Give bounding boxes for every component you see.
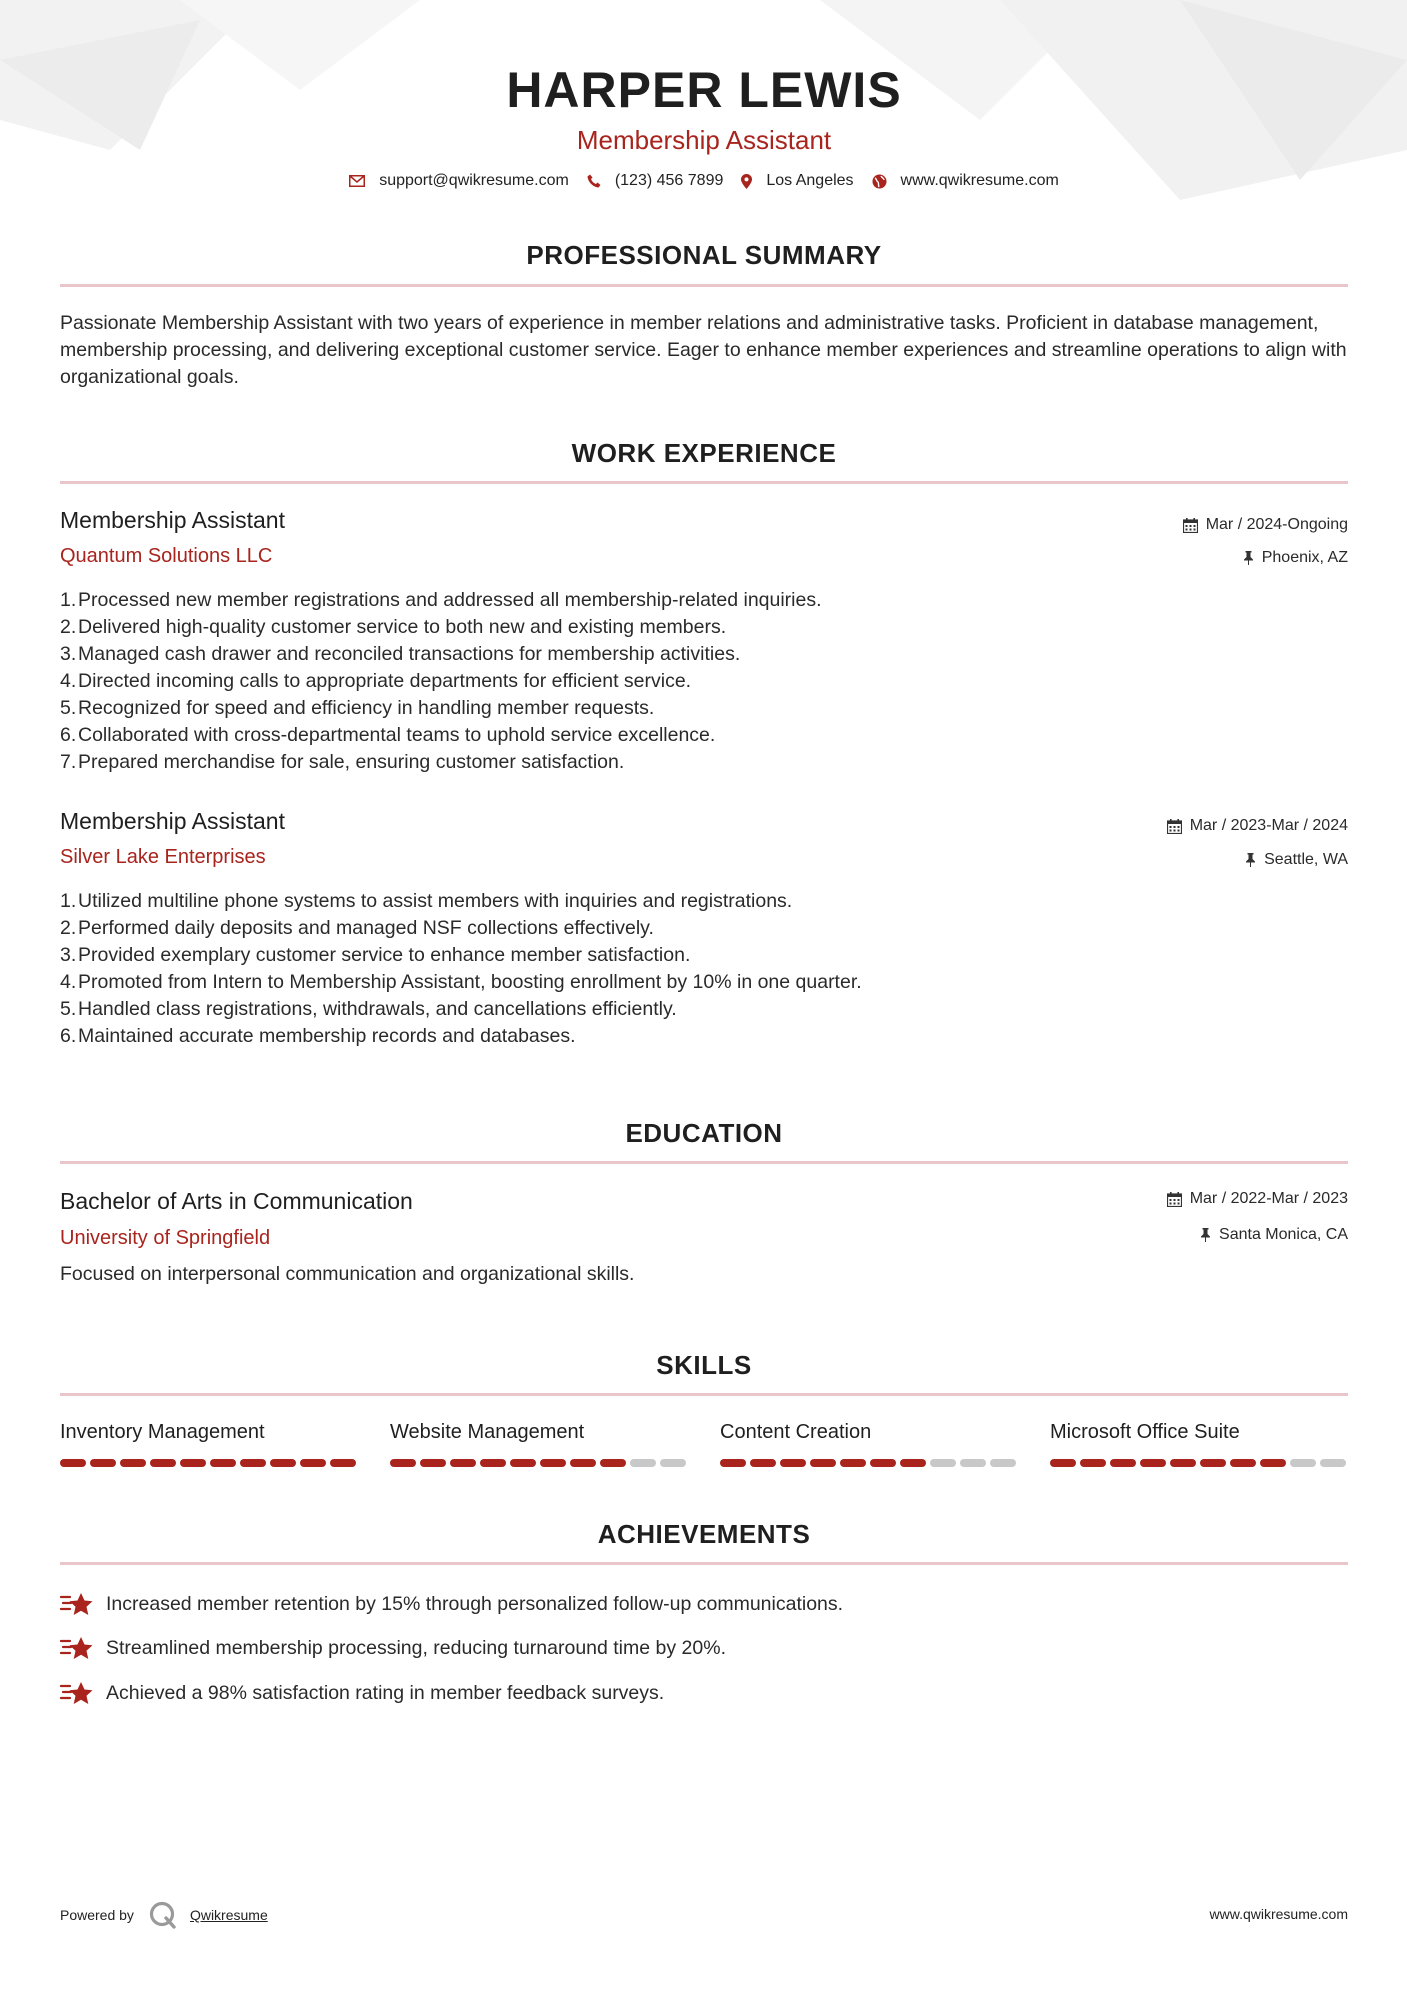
powered-by-label: Powered by bbox=[60, 1907, 134, 1923]
contact-phone[interactable] bbox=[587, 172, 724, 190]
skill-segment-filled bbox=[390, 1459, 416, 1467]
job-dates bbox=[1167, 817, 1348, 835]
shooting-star-icon bbox=[60, 1635, 94, 1661]
list-item: 5. Recognized for speed and efficiency in handling member requests. bbox=[60, 695, 1348, 722]
achievements-divider bbox=[60, 1562, 1348, 1565]
skill-item bbox=[720, 1421, 1020, 1467]
company-name: Quantum Solutions LLC bbox=[60, 545, 273, 567]
skill-level-bar bbox=[60, 1459, 360, 1467]
skill-segment-filled bbox=[90, 1459, 116, 1467]
skill-segment-filled bbox=[240, 1459, 266, 1467]
contact-location-text: Los Angeles bbox=[766, 172, 854, 189]
skill-segment-filled bbox=[480, 1459, 506, 1467]
skill-segment-filled bbox=[210, 1459, 236, 1467]
list-item: 7. Prepared merchandise for sale, ensuring customer satisfaction. bbox=[60, 749, 1348, 776]
skill-segment-filled bbox=[420, 1459, 446, 1467]
skill-segment-empty bbox=[630, 1459, 656, 1467]
skill-segment-filled bbox=[300, 1459, 326, 1467]
skill-segment-empty bbox=[1290, 1459, 1316, 1467]
skill-level-bar bbox=[720, 1459, 1020, 1467]
list-item: 4. Directed incoming calls to appropriate departments for efficient service. bbox=[60, 668, 1348, 695]
education-heading: EDUCATION bbox=[625, 1118, 783, 1148]
list-item-text: Delivered high-quality customer service to both new and existing members. bbox=[78, 616, 727, 638]
skill-segment-filled bbox=[600, 1459, 626, 1467]
list-item: 2. Performed daily deposits and managed NSF collections effectively. bbox=[60, 915, 1348, 942]
education-description: Focused on interpersonal communication and organizational skills. bbox=[60, 1263, 635, 1285]
shooting-star-icon bbox=[60, 1680, 94, 1706]
phone-icon bbox=[587, 174, 601, 188]
resume-header bbox=[60, 58, 1348, 158]
list-item: 3. Provided exemplary customer service to enhance member satisfaction. bbox=[60, 942, 1348, 969]
summary-heading: PROFESSIONAL SUMMARY bbox=[526, 240, 882, 270]
list-item-text: Maintained accurate membership records and databases. bbox=[78, 1025, 576, 1047]
job-bullet-list bbox=[60, 587, 1348, 776]
skill-segment-filled bbox=[270, 1459, 296, 1467]
skill-segment-filled bbox=[180, 1459, 206, 1467]
skill-segment-filled bbox=[1230, 1459, 1256, 1467]
job-title: Membership Assistant bbox=[60, 808, 285, 834]
job-bullet-list bbox=[60, 888, 1348, 1050]
brand-link[interactable]: Qwikresume bbox=[189, 1907, 268, 1923]
list-item-text: Prepared merchandise for sale, ensuring customer satisfaction. bbox=[78, 751, 625, 773]
achievement-text: Increased member retention by 15% through personalized follow-up communications. bbox=[106, 1592, 844, 1615]
skill-name: Website Management bbox=[390, 1421, 585, 1443]
list-item-text: Performed daily deposits and managed NSF collections effectively. bbox=[78, 917, 654, 939]
calendar-icon bbox=[1183, 518, 1198, 533]
job-dates bbox=[1183, 516, 1348, 534]
list-item: 6. Collaborated with cross-departmental teams to uphold service excellence. bbox=[60, 722, 1348, 749]
job-location-text: Seattle, WA bbox=[1264, 851, 1348, 868]
degree-title: Bachelor of Arts in Communication bbox=[60, 1188, 413, 1214]
skill-segment-filled bbox=[540, 1459, 566, 1467]
list-item-text: Collaborated with cross-departmental teams to uphold service excellence. bbox=[78, 724, 716, 746]
footer-branding bbox=[60, 1900, 268, 1930]
envelope-icon bbox=[349, 175, 365, 187]
skill-segment-filled bbox=[750, 1459, 776, 1467]
skill-level-bar bbox=[390, 1459, 690, 1467]
skill-segment-filled bbox=[720, 1459, 746, 1467]
list-item: 1. Processed new member registrations and addressed all membership-related inquiries. bbox=[60, 587, 1348, 614]
skill-segment-filled bbox=[510, 1459, 536, 1467]
achievement-text: Streamlined membership processing, reducing turnaround time by 20%. bbox=[106, 1636, 726, 1659]
experience-heading: WORK EXPERIENCE bbox=[571, 438, 837, 468]
skill-item bbox=[60, 1421, 360, 1467]
skills-divider bbox=[60, 1393, 1348, 1396]
candidate-name: HARPER LEWIS bbox=[506, 62, 902, 118]
skill-item bbox=[1050, 1421, 1350, 1467]
job-location bbox=[1245, 851, 1348, 869]
candidate-title: Membership Assistant bbox=[576, 125, 832, 155]
list-item-text: Provided exemplary customer service to enhance member satisfaction. bbox=[78, 944, 691, 966]
skill-segment-empty bbox=[990, 1459, 1016, 1467]
job-dates-text: Mar / 2023-Mar / 2024 bbox=[1189, 817, 1348, 834]
job-title: Membership Assistant bbox=[60, 507, 285, 533]
resume-page bbox=[60, 0, 1348, 1990]
contact-email-text: support@qwikresume.com bbox=[379, 172, 569, 189]
skill-segment-filled bbox=[1080, 1459, 1106, 1467]
contact-location bbox=[741, 172, 853, 190]
skill-segment-filled bbox=[870, 1459, 896, 1467]
skill-segment-filled bbox=[450, 1459, 476, 1467]
contact-website[interactable] bbox=[872, 172, 1059, 190]
qwikresume-logo-icon bbox=[148, 1900, 178, 1930]
skill-segment-filled bbox=[150, 1459, 176, 1467]
summary-divider bbox=[60, 284, 1348, 287]
achievements-heading: ACHIEVEMENTS bbox=[597, 1519, 811, 1549]
job-location bbox=[1243, 549, 1348, 567]
summary-text: Passionate Membership Assistant with two years of experience in member relations and administrative tasks. Proficient in database management, membership processing, and delivering exceptional customer service. Eager to enhance member experiences and streamline operations to align with organizational goals. bbox=[60, 312, 1347, 388]
skill-name: Content Creation bbox=[720, 1421, 872, 1443]
skill-segment-filled bbox=[1140, 1459, 1166, 1467]
pushpin-icon bbox=[1243, 551, 1254, 565]
skill-segment-filled bbox=[60, 1459, 86, 1467]
education-location bbox=[1200, 1226, 1348, 1244]
skill-segment-filled bbox=[120, 1459, 146, 1467]
skill-segment-empty bbox=[1320, 1459, 1346, 1467]
skill-segment-filled bbox=[900, 1459, 926, 1467]
list-item: 6. Maintained accurate membership records and databases. bbox=[60, 1023, 1348, 1050]
achievement-text: Achieved a 98% satisfaction rating in member feedback surveys. bbox=[106, 1681, 665, 1704]
achievement-item bbox=[60, 1591, 843, 1617]
school-name: University of Springfield bbox=[60, 1227, 271, 1249]
contact-bar bbox=[60, 172, 1348, 190]
skill-segment-filled bbox=[1260, 1459, 1286, 1467]
list-item-text: Handled class registrations, withdrawals, and cancellations efficiently. bbox=[78, 998, 677, 1020]
skill-item bbox=[390, 1421, 690, 1467]
skill-name: Microsoft Office Suite bbox=[1050, 1421, 1240, 1443]
skill-segment-empty bbox=[930, 1459, 956, 1467]
contact-email[interactable] bbox=[349, 172, 569, 190]
skill-segment-empty bbox=[660, 1459, 686, 1467]
achievement-item bbox=[60, 1635, 726, 1661]
education-divider bbox=[60, 1161, 1348, 1164]
shooting-star-icon bbox=[60, 1591, 94, 1617]
education-location-text: Santa Monica, CA bbox=[1219, 1226, 1348, 1243]
skill-name: Inventory Management bbox=[60, 1421, 265, 1443]
footer-website-link[interactable]: www.qwikresume.com bbox=[1209, 1906, 1348, 1922]
skill-segment-filled bbox=[1170, 1459, 1196, 1467]
list-item: 5. Handled class registrations, withdrawals, and cancellations efficiently. bbox=[60, 996, 1348, 1023]
achievement-item bbox=[60, 1680, 664, 1706]
pushpin-icon bbox=[1200, 1228, 1211, 1242]
map-pin-icon bbox=[741, 174, 752, 189]
skill-segment-empty bbox=[960, 1459, 986, 1467]
list-item: 4. Promoted from Intern to Membership Assistant, boosting enrollment by 10% in one quarter. bbox=[60, 969, 1348, 996]
globe-icon bbox=[872, 174, 887, 189]
contact-phone-text: (123) 456 7899 bbox=[614, 172, 724, 189]
job-dates-text: Mar / 2024-Ongoing bbox=[1205, 516, 1348, 533]
list-item: 2. Delivered high-quality customer service to both new and existing members. bbox=[60, 614, 1348, 641]
skill-segment-filled bbox=[570, 1459, 596, 1467]
list-item-text: Recognized for speed and efficiency in handling member requests. bbox=[78, 697, 655, 719]
list-item-text: Processed new member registrations and addressed all membership-related inquiries. bbox=[78, 589, 822, 611]
list-item-text: Directed incoming calls to appropriate departments for efficient service. bbox=[78, 670, 692, 692]
list-item-text: Utilized multiline phone systems to assist members with inquiries and registrations. bbox=[78, 890, 793, 912]
skill-segment-filled bbox=[1110, 1459, 1136, 1467]
skills-heading: SKILLS bbox=[656, 1350, 752, 1380]
education-dates-text: Mar / 2022-Mar / 2023 bbox=[1189, 1190, 1348, 1207]
skill-segment-filled bbox=[810, 1459, 836, 1467]
skill-level-bar bbox=[1050, 1459, 1350, 1467]
list-item: 1. Utilized multiline phone systems to assist members with inquiries and registrations. bbox=[60, 888, 1348, 915]
experience-divider bbox=[60, 481, 1348, 484]
skill-segment-filled bbox=[1200, 1459, 1226, 1467]
list-item: 3. Managed cash drawer and reconciled transactions for membership activities. bbox=[60, 641, 1348, 668]
company-name: Silver Lake Enterprises bbox=[60, 846, 266, 868]
list-item-text: Managed cash drawer and reconciled transactions for membership activities. bbox=[78, 643, 741, 665]
education-dates bbox=[1167, 1190, 1348, 1208]
skill-segment-filled bbox=[1050, 1459, 1076, 1467]
skill-segment-filled bbox=[840, 1459, 866, 1467]
pushpin-icon bbox=[1245, 853, 1256, 867]
job-location-text: Phoenix, AZ bbox=[1261, 549, 1348, 566]
skill-segment-filled bbox=[780, 1459, 806, 1467]
calendar-icon bbox=[1167, 819, 1182, 834]
skill-segment-filled bbox=[330, 1459, 356, 1467]
list-item-text: Promoted from Intern to Membership Assistant, boosting enrollment by 10% in one quarter. bbox=[78, 971, 862, 993]
contact-website-text: www.qwikresume.com bbox=[900, 172, 1059, 189]
calendar-icon bbox=[1167, 1192, 1182, 1207]
